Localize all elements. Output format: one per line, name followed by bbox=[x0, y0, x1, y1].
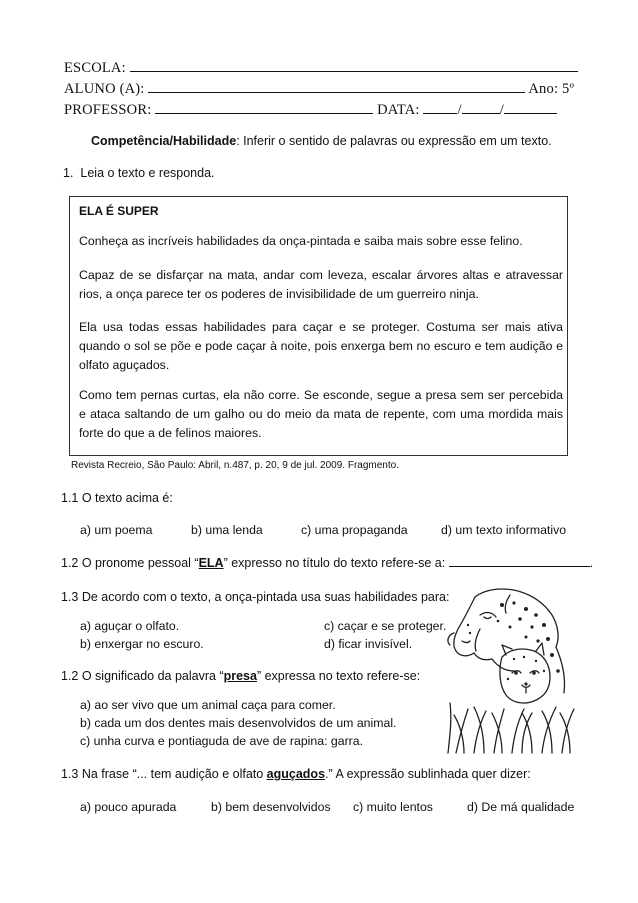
competence-text: : Inferir o sentido de palavras ou expressão em um texto. bbox=[236, 134, 552, 148]
q1-2b-option-a[interactable]: a) ao ser vivo que um animal caça para comer. bbox=[80, 698, 336, 712]
q1-3b-prompt-end: .” A expressão sublinhada quer dizer: bbox=[325, 767, 531, 781]
date-separator-2: / bbox=[499, 102, 504, 118]
q1-2-period: . bbox=[589, 556, 594, 570]
reading-title: ELA É SUPER bbox=[79, 204, 159, 218]
q1-3b-prompt bbox=[61, 767, 531, 781]
q1-3-option-c[interactable]: c) caçar e se proteger. bbox=[324, 619, 447, 633]
school-field[interactable] bbox=[130, 59, 578, 72]
school-line bbox=[64, 59, 578, 77]
date-year-field[interactable] bbox=[504, 101, 557, 114]
q1-3b-option-d[interactable]: d) De má qualidade bbox=[467, 800, 575, 814]
q1-3b-option-b[interactable]: b) bem desenvolvidos bbox=[211, 800, 331, 814]
source-citation: Revista Recreio, São Paulo: Abril, n.487, p. 20, 9 de jul. 2009. Fragmento. bbox=[71, 460, 399, 471]
reading-paragraph-3: Ela usa todas essas habilidades para caçar e se proteger. Costuma ser mais ativa quando o sol se põe e pode caçar à noite, pois enxerga bem no escuro e tem audição e olfato aguçados. bbox=[79, 320, 563, 372]
q1-2b-option-b[interactable]: b) cada um dos dentes mais desenvolvidos de um animal. bbox=[80, 716, 397, 730]
date-separator-1: / bbox=[457, 102, 462, 118]
q1-2-answer-field[interactable] bbox=[449, 556, 590, 567]
q1-1-option-c[interactable]: c) uma propaganda bbox=[301, 523, 408, 537]
q1-2b-keyword: presa bbox=[223, 669, 257, 683]
date-month-field[interactable] bbox=[462, 101, 500, 114]
q1-3b-option-c[interactable]: c) muito lentos bbox=[353, 800, 433, 814]
q1-2-prompt-start: 1.2 O pronome pessoal “ bbox=[61, 556, 199, 570]
q1-3-option-b[interactable]: b) enxergar no escuro. bbox=[80, 637, 204, 651]
question-1-text: Leia o texto e responda. bbox=[80, 166, 215, 180]
q1-2b-option-c[interactable]: c) unha curva e pontiaguda de ave de rapina: garra. bbox=[80, 734, 364, 748]
student-field[interactable] bbox=[148, 80, 525, 93]
q1-2b-prompt-start: 1.2 O significado da palavra “ bbox=[61, 669, 224, 683]
teacher-field[interactable] bbox=[155, 101, 373, 114]
student-line bbox=[64, 80, 574, 98]
q1-1-prompt: 1.1 O texto acima é: bbox=[61, 491, 173, 505]
q1-3b-option-a[interactable]: a) pouco apurada bbox=[80, 800, 177, 814]
reading-paragraph-4: Como tem pernas curtas, ela não corre. Se esconde, segue a presa sem ser percebida e ataca saltando de um galho ou do meio da mata de repente, com uma mordida mais forte do que a de felinos maiores. bbox=[79, 388, 563, 440]
cheetah-illustration bbox=[440, 585, 580, 755]
q1-3-option-d[interactable]: d) ficar invisível. bbox=[324, 637, 413, 651]
reading-paragraph-1: Conheça as incríveis habilidades da onça-pintada e saiba mais sobre esse felino. bbox=[79, 234, 523, 248]
question-1-number: 1. bbox=[63, 166, 74, 180]
year-label: Ano: 5º bbox=[528, 81, 575, 97]
q1-2-prompt-end: ” expresso no título do texto refere-se a: bbox=[223, 556, 449, 570]
q1-2-keyword: ELA bbox=[198, 556, 224, 570]
q1-2b-prompt bbox=[61, 669, 420, 683]
date-label: DATA: bbox=[377, 102, 420, 118]
student-label: ALUNO (A): bbox=[64, 81, 145, 97]
q1-3b-keyword: aguçados bbox=[266, 767, 326, 781]
school-label: ESCOLA: bbox=[64, 60, 126, 76]
competence-line bbox=[91, 134, 552, 148]
q1-3b-prompt-start: 1.3 Na frase “... tem audição e olfato bbox=[61, 767, 267, 781]
teacher-label: PROFESSOR: bbox=[64, 102, 152, 118]
q1-3-prompt: 1.3 De acordo com o texto, a onça-pintada usa suas habilidades para: bbox=[61, 590, 450, 604]
reading-paragraph-2: Capaz de se disfarçar na mata, andar com leveza, escalar árvores altas e atravessar rios, a onça parece ter os poderes de invisibilidade de um guerreiro ninja. bbox=[79, 268, 563, 301]
q1-2-prompt bbox=[61, 556, 593, 570]
teacher-line bbox=[64, 101, 557, 119]
q1-2b-prompt-end: ” expressa no texto refere-se: bbox=[256, 669, 421, 683]
question-1 bbox=[63, 166, 215, 180]
q1-1-option-a[interactable]: a) um poema bbox=[80, 523, 153, 537]
q1-1-option-d[interactable]: d) um texto informativo bbox=[441, 523, 567, 537]
q1-1-option-b[interactable]: b) uma lenda bbox=[191, 523, 263, 537]
competence-label: Competência/Habilidade bbox=[91, 134, 237, 148]
date-day-field[interactable] bbox=[423, 101, 457, 114]
q1-3-option-a[interactable]: a) aguçar o olfato. bbox=[80, 619, 180, 633]
